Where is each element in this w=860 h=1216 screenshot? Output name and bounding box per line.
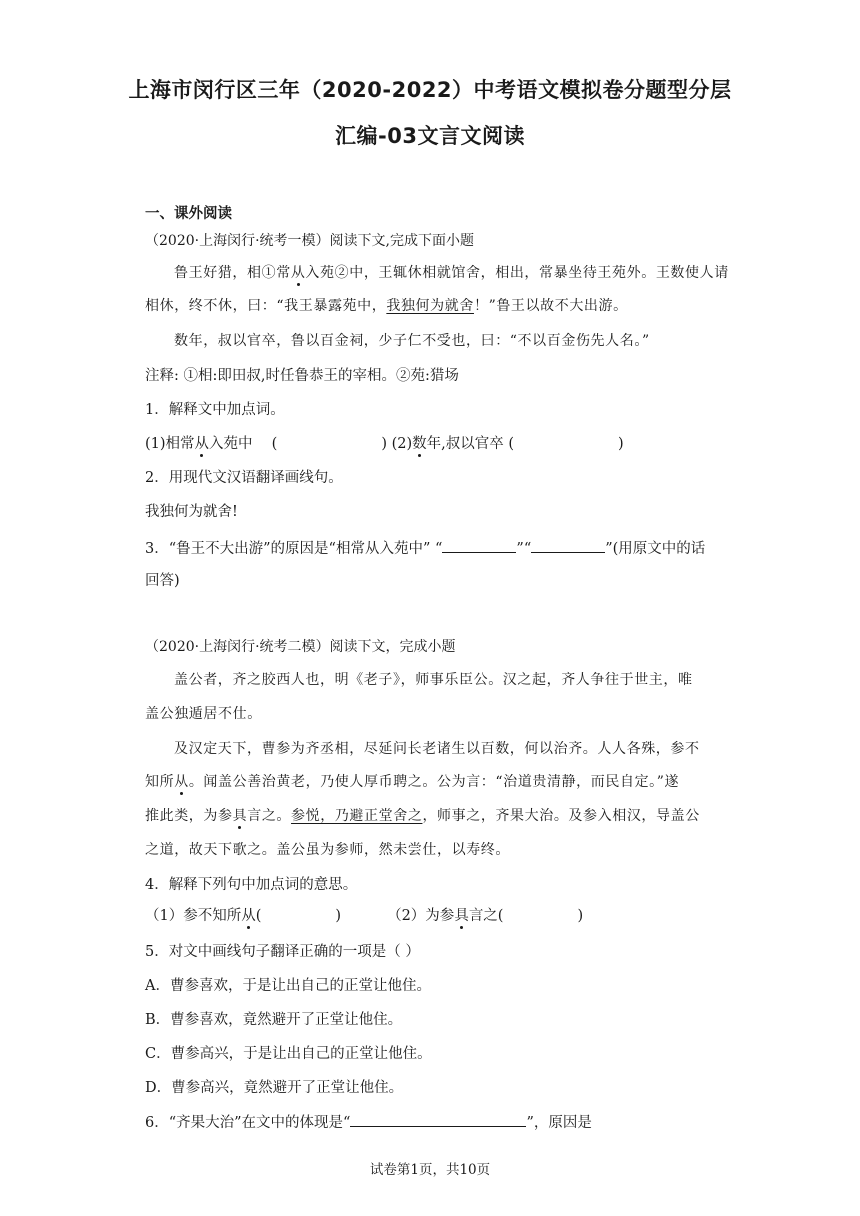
text-run: ，师事之，齐果大治。及参入相汉，导盖公 — [422, 808, 700, 824]
underlined-sentence: 参悦，乃避正堂舍之 — [291, 808, 423, 824]
text-run: （2）为参 — [387, 908, 455, 924]
text-run: 言之( — [468, 908, 504, 924]
question-2-sentence: 我独何为就舍! — [145, 504, 238, 520]
underlined-sentence: 我独何为就舍 — [386, 298, 474, 314]
question-6 — [145, 1111, 720, 1133]
question-3-line2: 回答) — [145, 573, 180, 589]
question-2: 2．用现代文汉语翻译画线句。 — [145, 470, 343, 486]
question-4-items — [145, 906, 720, 926]
text-run: ) — [618, 436, 624, 452]
text-run: （1）参不知所 — [145, 908, 242, 924]
question-5: 5．对文中画线句子翻译正确的一项是（ ） — [145, 944, 420, 960]
passage2-paragraph1-line2: 盖公独遁居不仕。 — [145, 706, 262, 722]
dotted-word: 具 — [232, 808, 248, 824]
option-d[interactable]: D．曹参高兴，竟然避开了正堂让他住。 — [145, 1080, 404, 1096]
passage1-source: （2020·上海闵行·统考一模）阅读下文,完成下面小题 — [145, 233, 474, 249]
text-run: 推此类，为参 — [145, 808, 233, 824]
text-run: ”“ — [516, 541, 532, 557]
passage1-paragraph1-line1 — [174, 263, 729, 283]
passage2-paragraph2-line1: 及汉定天下，曹参为齐丞相，尽延问长老诸生以百数，何以治齐。人人各殊，参不 — [174, 741, 700, 757]
text-run: ) — [335, 908, 342, 924]
question-1-items — [145, 434, 720, 454]
dotted-word: 数 — [412, 436, 427, 452]
passage2-paragraph1-line1: 盖公者，齐之胶西人也，明《老子》，师事乐臣公。汉之起，齐人争往于世主，唯 — [174, 672, 693, 688]
text-run: 入苑中 ( — [209, 436, 278, 452]
passage1-note: 注释: ①相:即田叔,时任鲁恭王的宰相。②苑:猎场 — [145, 368, 459, 384]
text-run: ”，原因是 — [526, 1115, 592, 1131]
text-run: ) (2) — [381, 436, 413, 452]
option-b[interactable]: B．曹参喜欢，竟然避开了正堂让他住。 — [145, 1012, 403, 1028]
text-run: 入苑②中，王辄休相就馆舍，相出，常暴坐待王苑外。王数使人请 — [305, 265, 729, 281]
dotted-word: 从 — [174, 774, 189, 790]
text-run: ！”鲁王以故不大出游。 — [473, 298, 628, 314]
answer-blank[interactable] — [531, 537, 605, 553]
text-run: (1)相常 — [145, 436, 195, 452]
dotted-word: 从 — [241, 908, 256, 924]
text-run: 6．“齐果大治”在文中的体现是“ — [145, 1115, 351, 1131]
passage2-paragraph2-line3 — [145, 806, 720, 826]
text-run: ) — [577, 908, 584, 924]
passage2-paragraph2-line4: 之道，故天下歌之。盖公虽为参师，然未尝仕，以寿终。 — [145, 842, 510, 858]
passage2-paragraph2-line2 — [145, 772, 720, 792]
dotted-word: 具 — [454, 908, 469, 924]
text-run: 知所 — [145, 774, 175, 790]
answer-blank[interactable] — [442, 537, 516, 553]
text-run: 3．“鲁王不大出游”的原因是“相常从入苑中” “ — [145, 541, 443, 557]
text-run: 鲁王好猎，相①常 — [174, 265, 291, 281]
passage1-paragraph1-line2 — [145, 296, 720, 316]
question-1: 1．解释文中加点词。 — [145, 402, 285, 418]
text-run: ( — [255, 908, 262, 924]
question-3-line1 — [145, 537, 720, 559]
dotted-word: 从 — [290, 265, 306, 281]
passage2-source: （2020·上海闵行·统考二模）阅读下文，完成小题 — [145, 639, 456, 655]
section-heading: 一、课外阅读 — [145, 206, 232, 222]
document-title-line2: 汇编-03文言文阅读 — [335, 124, 525, 148]
text-run: 言之。 — [247, 808, 292, 824]
dotted-word: 从 — [194, 436, 210, 452]
option-c[interactable]: C．曹参高兴，于是让出自己的正堂让他住。 — [145, 1046, 432, 1062]
text-run: 。闻盖公善治黄老，乃使人厚币聘之。公为言：“治道贵清静，而民自定。”遂 — [188, 774, 680, 790]
text-run: 相休，终不休，曰：“我王暴露苑中， — [145, 298, 387, 314]
text-run: ”(用原文中的话 — [605, 541, 706, 557]
option-a[interactable]: A．曹参喜欢，于是让出自己的正堂让他住。 — [145, 978, 431, 994]
document-title-line1: 上海市闵行区三年（2020-2022）中考语文模拟卷分题型分层 — [128, 78, 732, 102]
answer-blank[interactable] — [350, 1111, 526, 1127]
passage1-paragraph2: 数年，叔以官卒，鲁以百金祠，少子仁不受也，曰：“不以百金伤先人名。” — [174, 333, 650, 349]
text-run: 年,叔以官卒 ( — [426, 436, 515, 452]
question-4: 4．解释下列句中加点词的意思。 — [145, 877, 358, 893]
page-footer: 试卷第1页，共10页 — [369, 1162, 491, 1178]
